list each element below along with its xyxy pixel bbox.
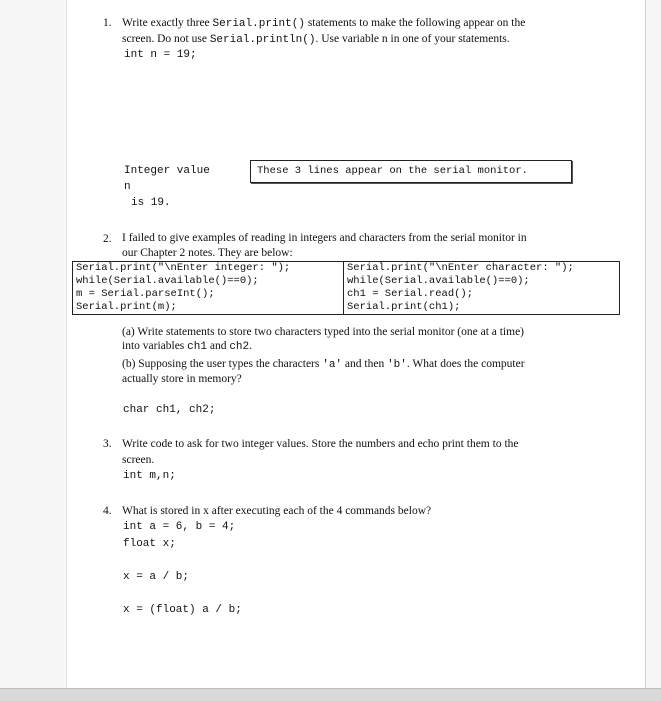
table-cell-right: ch1 = Serial.read(); bbox=[344, 288, 620, 301]
question-3-code-decl: int m,n; bbox=[123, 470, 176, 482]
serial-monitor-note-box: These 3 lines appear on the serial monitor. bbox=[250, 160, 572, 183]
question-1-number: 1. bbox=[103, 17, 112, 29]
question-2-part-a-line-1: (a) Write statements to store two characters typed into the serial monitor (one at a time) bbox=[122, 326, 525, 338]
table-cell-left: Serial.print(m); bbox=[73, 301, 344, 315]
question-4-number: 4. bbox=[103, 505, 112, 517]
table-cell-left: m = Serial.parseInt(); bbox=[73, 288, 344, 301]
output-line-2: n bbox=[124, 181, 131, 193]
question-3-line-2: screen. bbox=[122, 454, 155, 466]
question-3-line-1: Write code to ask for two integer values. Store the numbers and echo print them to the bbox=[122, 438, 519, 450]
question-2-number: 2. bbox=[103, 233, 112, 245]
table-cell-right: Serial.print("\nEnter character: "); bbox=[344, 262, 620, 276]
table-row bbox=[73, 288, 620, 301]
question-4-code-4: x = (float) a / b; bbox=[123, 604, 242, 616]
question-2-part-a-line-2: into variables ch1 and ch2. bbox=[122, 340, 253, 353]
table-row bbox=[73, 301, 620, 315]
question-2-part-b-line-2: actually store in memory? bbox=[122, 373, 242, 385]
table-cell-right: while(Serial.available()==0); bbox=[344, 275, 620, 288]
question-4-code-1: int a = 6, b = 4; bbox=[123, 521, 236, 533]
question-2-line-2: our Chapter 2 notes. They are below: bbox=[122, 247, 293, 259]
table-row bbox=[73, 275, 620, 288]
serial-read-examples-table bbox=[72, 261, 620, 315]
output-line-3: is 19. bbox=[131, 197, 171, 209]
question-2-part-b-line-1: (b) Supposing the user types the characters 'a' and then 'b'. What does the computer bbox=[122, 358, 525, 371]
table-row bbox=[73, 262, 620, 276]
table-cell-right: Serial.print(ch1); bbox=[344, 301, 620, 315]
question-1-code-decl: int n = 19; bbox=[124, 49, 197, 61]
question-4-line-1: What is stored in x after executing each of the 4 commands below? bbox=[122, 505, 432, 517]
question-1-line-2: screen. Do not use Serial.println(). Use variable n in one of your statements. bbox=[122, 33, 510, 46]
table-cell-left: while(Serial.available()==0); bbox=[73, 275, 344, 288]
question-4-code-2: float x; bbox=[123, 538, 176, 550]
question-1-line-1: Write exactly three Serial.print() statements to make the following appear on the bbox=[122, 17, 526, 30]
page-edge bbox=[0, 688, 661, 701]
table-cell-left: Serial.print("\nEnter integer: "); bbox=[73, 262, 344, 276]
question-2-line-1: I failed to give examples of reading in integers and characters from the serial monitor in bbox=[122, 232, 527, 244]
output-line-1: Integer value bbox=[124, 165, 210, 177]
question-4-code-3: x = a / b; bbox=[123, 571, 190, 583]
question-3-number: 3. bbox=[103, 438, 112, 450]
question-2-code-decl: char ch1, ch2; bbox=[123, 404, 216, 416]
